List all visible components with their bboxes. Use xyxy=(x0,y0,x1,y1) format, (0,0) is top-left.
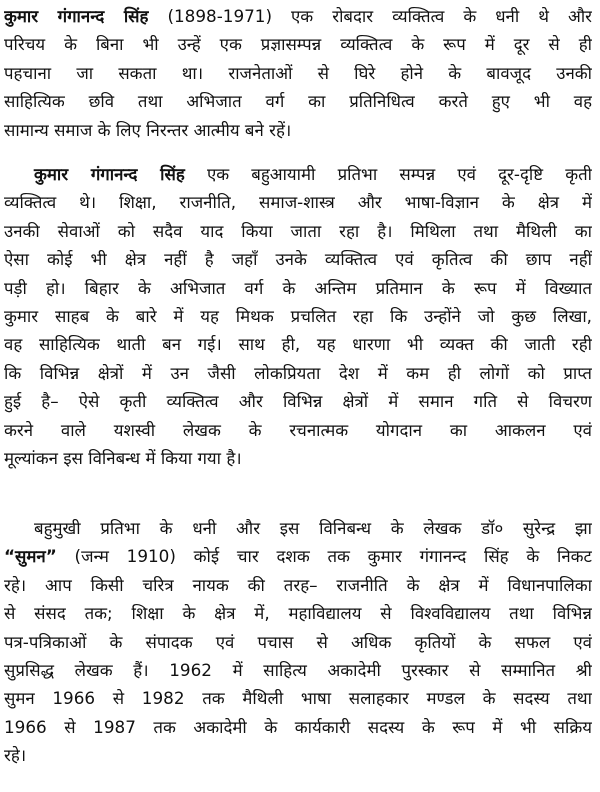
line-text: करने वाले यशस्वी लेखक के रचनात्मक योगदान का आकलन एवं xyxy=(4,419,592,440)
line-text: कुमार साहब के बारे में यह मिथक प्रचलित रहा कि उन्होंने जो कुछ लिखा, xyxy=(4,306,592,327)
paragraph-line xyxy=(4,217,592,245)
paragraph-line xyxy=(4,330,592,358)
paragraph-line xyxy=(4,444,592,472)
paragraph-line xyxy=(4,30,592,58)
bold-name: कुमार गंगानन्द सिंह xyxy=(4,6,149,26)
line-text: एक बहुआयामी प्रतिभा सम्पन्न एवं दूर-दृष्टि कृती xyxy=(184,164,592,184)
paragraph-line xyxy=(4,359,592,387)
paragraph-line xyxy=(4,628,592,656)
bold-name: कुमार गंगानन्द सिंह xyxy=(34,164,185,184)
line-text: उनकी सेवाओं को सदैव याद किया जाता रहा है। मिथिला तथा मैथिली का xyxy=(4,220,592,241)
paragraph-line xyxy=(4,188,592,216)
paragraph-line xyxy=(4,599,592,627)
paragraph-line xyxy=(4,387,592,415)
paragraph-1 xyxy=(4,2,592,144)
paragraph-line xyxy=(4,416,592,444)
line-text: पहचाना जा सकता था। राजनेताओं से घिरे होने के बावजूद उनकी xyxy=(4,62,592,83)
paragraph-line xyxy=(4,160,592,188)
line-text: सुमन 1966 से 1982 तक मैथिली भाषा सलाहकार मण्डल के सदस्य तथा xyxy=(4,688,592,709)
line-text: रहे। आप किसी चरित्र नायक की तरह– राजनीति के क्षेत्र में विधानपालिका xyxy=(4,574,592,595)
line-text: ऐसा कोई भी क्षेत्र नहीं है जहाँ उनके व्यक्तित्व एवं कृतित्व की छाप नहीं xyxy=(4,249,592,270)
paragraph-line xyxy=(4,684,592,712)
line-text: रहे। xyxy=(4,745,27,766)
line-text: पड़ी हो। बिहार के अभिजात वर्ग के अन्तिम प्रतिमान के रूप में विख्यात xyxy=(4,277,592,298)
line-text: परिचय के बिना भी उन्हें एक प्रज्ञासम्पन्न व्यक्तित्व के रूप में दूर से ही xyxy=(4,34,592,55)
line-text: 1966 से 1987 तक अकादेमी के कार्यकारी सदस्य के रूप में भी सक्रिय xyxy=(4,716,592,737)
line-text: सामान्य समाज के लिए निरन्तर आत्मीय बने रहें। xyxy=(4,119,292,140)
paragraph-line xyxy=(4,542,592,570)
line-text: (1898-1971) एक रोबदार व्यक्तित्व के धनी थे और xyxy=(148,6,592,26)
paragraph-line xyxy=(4,87,592,115)
line-text: (जन्म 1910) कोई चार दशक तक कुमार गंगानन्द सिंह के निकट xyxy=(56,546,592,567)
paragraph-line xyxy=(4,2,592,30)
paragraph-line xyxy=(4,302,592,330)
paragraph-line xyxy=(4,514,592,542)
line-text: से संसद तक; शिक्षा के क्षेत्र में, महाविद्यालय से विश्वविद्यालय तथा विभिन्न xyxy=(4,603,592,624)
line-text: मूल्यांकन इस विनिबन्ध में किया गया है। xyxy=(4,448,242,469)
paragraph-line xyxy=(4,245,592,273)
line-text: बहुमुखी प्रतिभा के धनी और इस विनिबन्ध के लेखक डॉ० सुरेन्द्र झा xyxy=(34,518,592,538)
paragraph-3 xyxy=(4,514,592,770)
paragraph-line xyxy=(4,571,592,599)
paragraph-line xyxy=(4,274,592,302)
line-text: पत्र-पत्रिकाओं के संपादक एवं पचास से अधिक कृतियों के सफल एवं xyxy=(4,631,592,652)
paragraph-line xyxy=(4,741,592,769)
paragraph-line xyxy=(4,59,592,87)
paragraph-line xyxy=(4,656,592,684)
paragraph-line xyxy=(4,713,592,741)
paragraph-line xyxy=(4,116,592,144)
line-text: सुप्रसिद्ध लेखक हैं। 1962 में साहित्य अकादेमी पुरस्कार से सम्मानित श्री xyxy=(4,660,592,681)
line-text: वह साहित्यिक थाती बन गई। साथ ही, यह धारणा भी व्यक्त की जाती रही xyxy=(4,334,592,355)
line-text: साहित्यिक छवि तथा अभिजात वर्ग का प्रतिनिधित्व करते हुए भी वह xyxy=(4,91,592,112)
paragraph-2 xyxy=(4,160,592,472)
line-text: कि विभिन्न क्षेत्रों में उन जैसी लोकप्रियता देश में कम ही लोगों को प्राप्त xyxy=(4,362,592,383)
line-text: व्यक्तित्व थे। शिक्षा, राजनीति, समाज-शास्त्र और भाषा-विज्ञान के क्षेत्र में xyxy=(4,192,592,213)
bold-name: “सुमन” xyxy=(4,546,57,567)
document-page xyxy=(4,0,592,792)
line-text: हुई है– ऐसे कृती व्यक्तित्व और विभिन्न क्षेत्रों में समान गति से विचरण xyxy=(4,391,592,412)
